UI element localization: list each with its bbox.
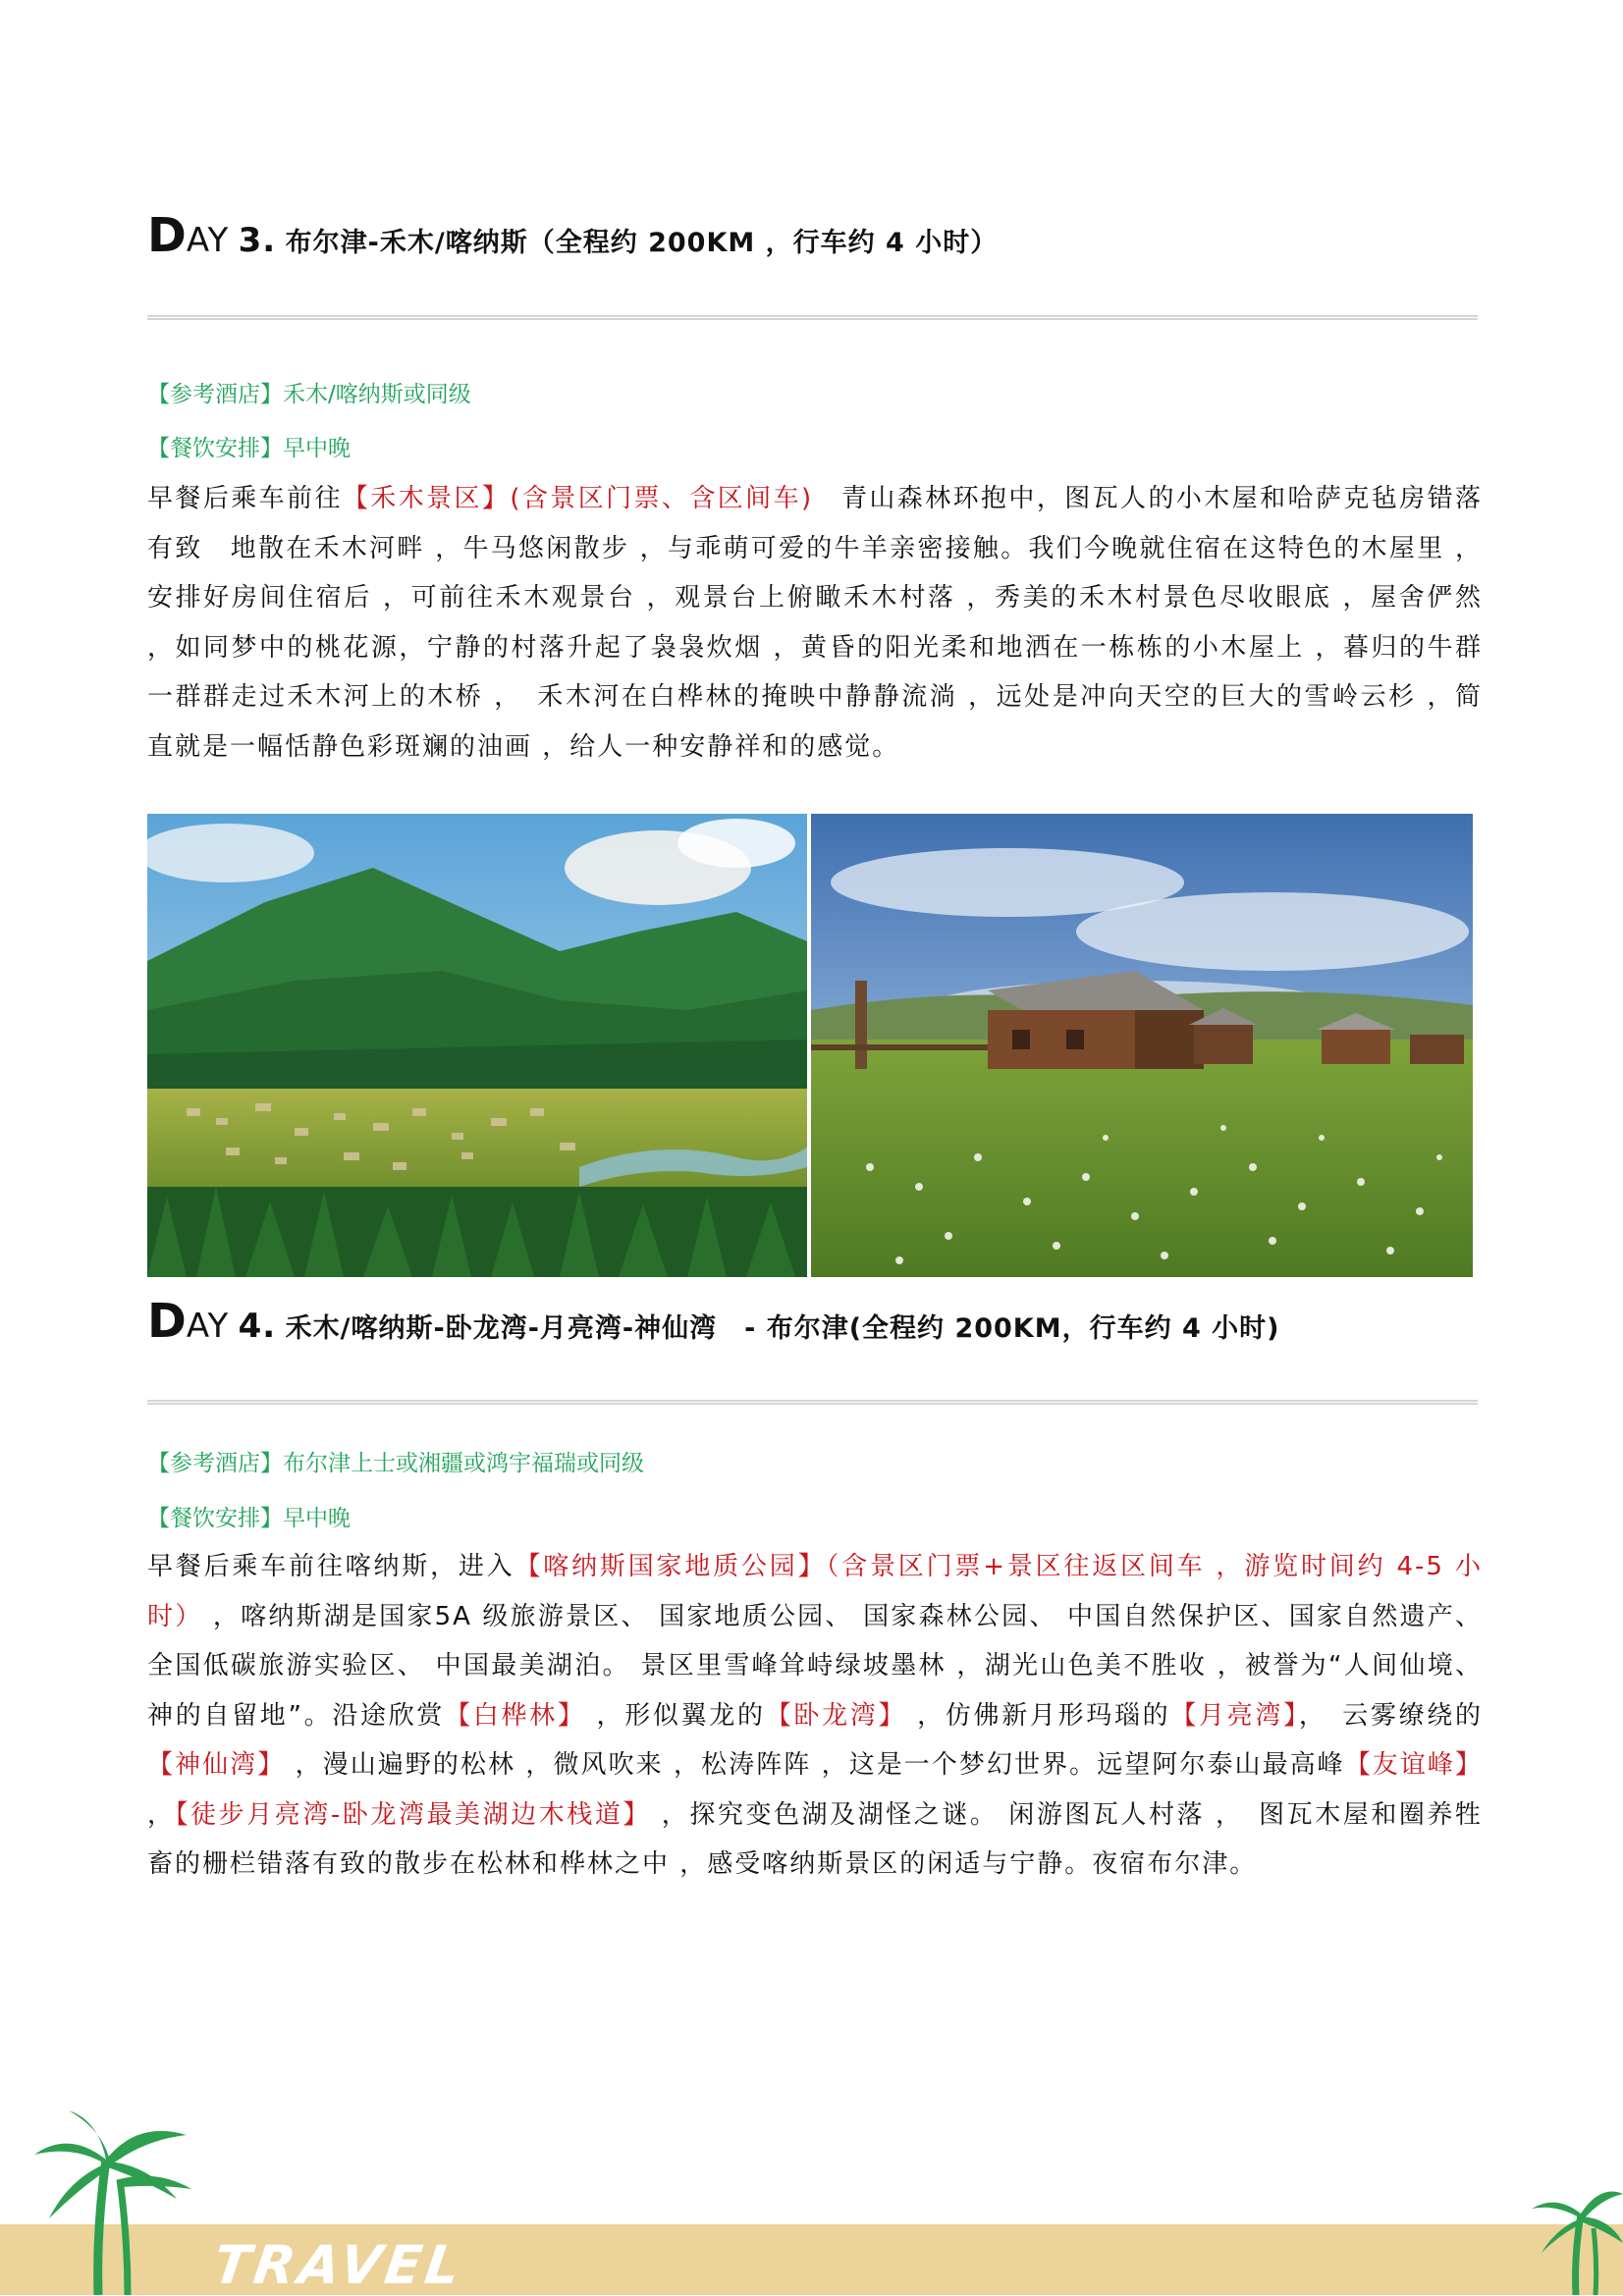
day4-route: 禾木/喀纳斯-卧龙湾-月亮湾-神仙湾 - 布尔津(全程约 200KM，行车约 4 小时) bbox=[285, 1313, 1280, 1344]
day4-para-highlight-5: 【神仙湾】 bbox=[147, 1750, 286, 1780]
day4-para-text-2: ，喀纳斯湖是国家5A 级旅游景区、 国家地质公园、 国家森林公园、 中国自然保护区、国家自然遗产、全国低碳旅游实验区、 中国最美湖泊。 景区里雪峰耸峙绿坡墨林 ，湖光山色美不胜收 ，被誉为“人间仙境、神的自留地”。沿途欣赏 bbox=[147, 1601, 1483, 1731]
day3-route: 布尔津-禾木/喀纳斯（全程约 200KM ，行车约 4 小时） bbox=[285, 228, 999, 258]
day4-para-highlight-2: 【白桦林】 bbox=[445, 1700, 586, 1731]
day4-meal-label: 【餐饮安排】 bbox=[147, 1506, 283, 1531]
day4-para-text-1: 早餐后乘车前往喀纳斯，进入 bbox=[147, 1552, 515, 1581]
day4-para-text-5: ， 云雾缭绕的 bbox=[1298, 1700, 1483, 1731]
day4-heading bbox=[147, 1294, 1476, 1349]
day4-description bbox=[147, 1542, 1483, 1890]
day3-day-rest: AY bbox=[186, 221, 230, 260]
day4-para-text-3: ，形似翼龙的 bbox=[585, 1700, 766, 1731]
day3-meal-label: 【餐饮安排】 bbox=[147, 436, 283, 461]
photo-hemu-valley bbox=[147, 814, 807, 1277]
day4-para-text-7: ， bbox=[147, 1799, 176, 1830]
day3-meal bbox=[147, 430, 351, 462]
day4-para-highlight-3: 【卧龙湾】 bbox=[765, 1700, 907, 1731]
day3-hotel-label: 【参考酒店】 bbox=[147, 382, 283, 407]
day4-day-rest: AY bbox=[186, 1307, 230, 1346]
day4-divider bbox=[147, 1400, 1478, 1405]
day3-day-letter: D bbox=[147, 208, 187, 263]
day4-para-text-8: ，探究变色湖及湖怪之谜。 闲游图瓦人村落 ， 图瓦木屋和圈养牲畜的栅栏错落有致的散步在松林和桦林之中 ，感受喀纳斯景区的闲适与宁静。夜宿布尔津。 bbox=[147, 1799, 1483, 1879]
day4-meal-value: 早中晚 bbox=[283, 1506, 351, 1531]
day3-para-highlight-1: 【禾木景区】(含景区门票、含区间车) bbox=[342, 484, 814, 513]
day4-day-letter: D bbox=[147, 1294, 187, 1349]
day4-para-highlight-7: 【徒步月亮湾-卧龙湾最美湖边木栈道】 bbox=[175, 1799, 651, 1830]
day3-meal-value: 早中晚 bbox=[283, 436, 351, 461]
day3-para-text-2: 青山森林环抱中，图瓦人的小木屋和哈萨克毡房错落有致 地散在禾木河畔 ，牛马悠闲散步 ，与乖萌可爱的牛羊亲密接触。我们今晚就住宿在这特色的木屋里 ，安排好房间住宿后 ，可前往禾木观景台 ，观景台上俯瞰禾木村落 ，秀美的禾木村景色尽收眼底 ，屋舍俨然 ，如同梦中的桃花源，宁静的村落升起了袅袅炊烟 ，黄昏的阳光柔和地洒在一栋栋的小木屋上 ，暮归的牛群一群群走过禾木河上的木桥 ， 禾木河在白桦林的掩映中静静流淌 ，远处是冲向天空的巨大的雪岭云杉 ，简直就是一幅恬静色彩斑斓的油画 ，给人一种安静祥和的感觉。 bbox=[147, 484, 1483, 762]
day4-day-num: 4. bbox=[238, 1307, 277, 1346]
day4-hotel bbox=[147, 1445, 644, 1477]
day3-day-num: 3. bbox=[238, 221, 277, 260]
palm-tree-left-icon bbox=[29, 2110, 196, 2295]
day3-hotel-value: 禾木/喀纳斯或同级 bbox=[283, 382, 471, 407]
palm-tree-right-icon bbox=[1527, 2179, 1623, 2295]
travel-wordmark: TRAVEL bbox=[209, 2234, 468, 2296]
day3-description bbox=[147, 474, 1483, 772]
day4-hotel-value: 布尔津上士或湘疆或鸿宇福瑞或同级 bbox=[283, 1451, 644, 1476]
day3-heading bbox=[147, 208, 1476, 263]
day4-para-highlight-1: 【喀纳斯国家地质公园】（含景区门票+景区往返区间车 ，游览时间约 4-5 小时） bbox=[147, 1552, 1483, 1631]
day4-hotel-label: 【参考酒店】 bbox=[147, 1451, 283, 1476]
day3-para-text-1: 早餐后乘车前往 bbox=[147, 484, 343, 513]
day4-meal bbox=[147, 1500, 351, 1532]
day4-para-highlight-6: 【友谊峰】 bbox=[1344, 1750, 1483, 1780]
day4-para-highlight-4: 【月亮湾】 bbox=[1170, 1700, 1299, 1731]
day3-hotel bbox=[147, 376, 471, 408]
day3-divider bbox=[147, 315, 1478, 320]
day4-para-text-6: ，漫山遍野的松林 ，微风吹来 ，松涛阵阵 ，这是一个梦幻世界。远望阿尔泰山最高峰 bbox=[285, 1750, 1345, 1780]
photo-wooden-cabins bbox=[811, 814, 1473, 1277]
day4-para-text-4: ，仿佛新月形玛瑙的 bbox=[906, 1700, 1171, 1731]
